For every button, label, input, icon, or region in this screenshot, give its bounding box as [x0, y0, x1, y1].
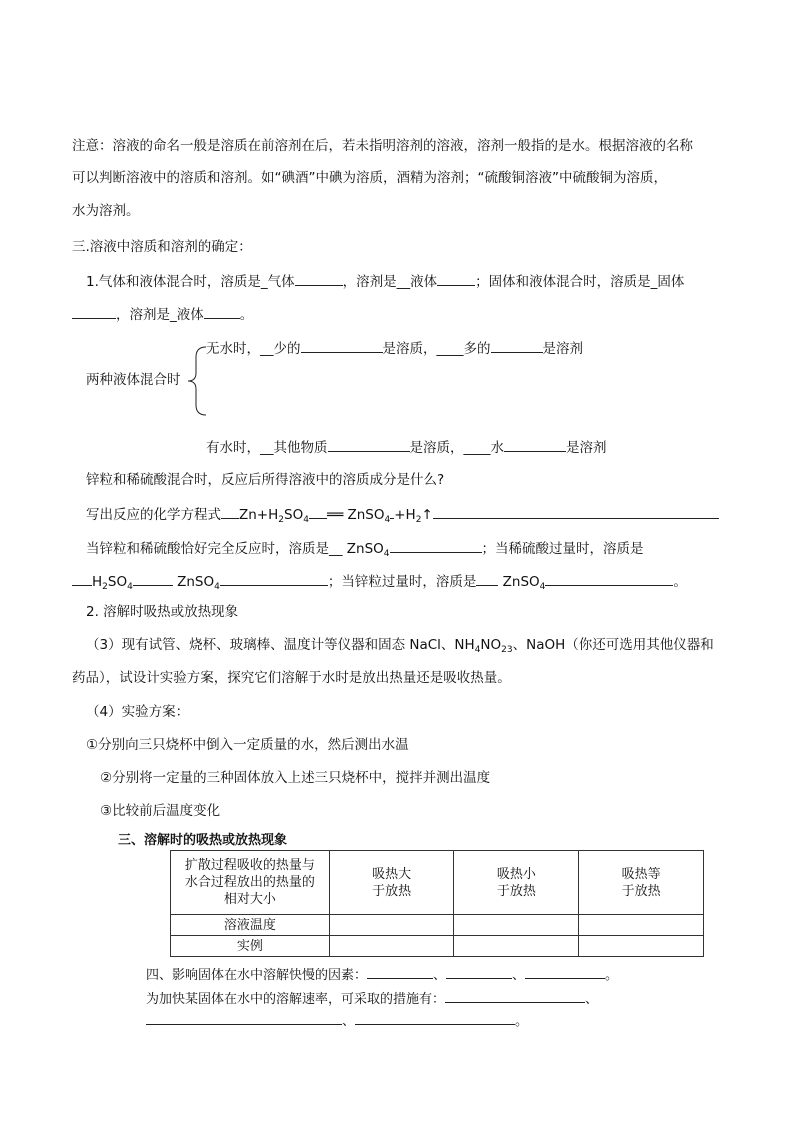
- para-3-text-c: 、NaOH（你还可选用其他仪器和: [512, 637, 714, 653]
- para-3-line-1: [86, 636, 714, 659]
- case-b-line: [72, 571, 687, 596]
- subscript-3: 3: [506, 645, 513, 655]
- blank: [504, 437, 566, 452]
- item-1-line-1: [86, 271, 684, 291]
- period: 。: [515, 1014, 529, 1029]
- header-line: 于放热: [621, 883, 661, 899]
- table-row-label: 溶液温度: [171, 915, 330, 936]
- case-a-answer: ZnSO: [346, 541, 384, 557]
- blank: [328, 437, 410, 452]
- subscript: 2: [278, 515, 285, 525]
- blank: [525, 964, 605, 979]
- header-line: 于放热: [372, 883, 412, 899]
- para-3-text-a: （3）现有试管、烧杯、玻璃棒、温度计等仪器和固态 NaCl、NH: [86, 637, 475, 653]
- table-cell[interactable]: [329, 936, 454, 957]
- section-4-text: 四、影响固体在水中溶解快慢的因素：: [146, 968, 368, 983]
- blank: [355, 1010, 515, 1025]
- no-water-text-c: 是溶质，____: [382, 341, 464, 357]
- answer-less: 少的: [273, 341, 301, 357]
- blank: [446, 964, 512, 979]
- separator: 、: [585, 992, 599, 1007]
- table-row: [171, 915, 704, 936]
- item-1-text-g: ，溶剂是_: [116, 307, 177, 323]
- blank: [220, 571, 328, 586]
- answer-more: 多的: [463, 341, 491, 357]
- table-cell[interactable]: [454, 936, 579, 957]
- case-a-line: [86, 538, 644, 563]
- with-water-text-a: 有水时，__: [206, 440, 274, 456]
- item-1-text-e: ；固体和液体混合时，溶质是_: [475, 274, 658, 290]
- heat-table: [170, 850, 704, 957]
- eq-products: ══ ZnSO: [326, 507, 385, 523]
- case-c-text: ；当锌粒过量时，溶质是: [327, 574, 477, 590]
- blank: [445, 988, 585, 1003]
- case-b-answer-so: SO: [107, 574, 128, 590]
- blank: [437, 271, 475, 286]
- para-3-text-b: NO: [480, 637, 502, 653]
- header-line: 吸热等: [621, 866, 661, 882]
- separator: 、: [512, 968, 526, 983]
- table-header-cell: [454, 851, 579, 915]
- equation-line: [86, 504, 719, 529]
- answer-liquid: 液体: [410, 274, 438, 290]
- no-water-text-a: 无水时，__: [206, 341, 274, 357]
- para-4: （4）实验方案：: [86, 704, 190, 720]
- blank: [221, 504, 239, 519]
- with-water-text-e: 是溶剂: [566, 440, 607, 456]
- eq-so: SO: [284, 507, 304, 523]
- no-water-text-e: 是溶剂: [542, 341, 583, 357]
- with-water-text-c: 是溶质，____: [409, 440, 491, 456]
- no-water-line: [206, 338, 583, 358]
- note-line-3: 水为溶剂。: [72, 203, 140, 219]
- table-row-label: 实例: [171, 936, 330, 957]
- case-a-text: 当锌粒和稀硫酸恰好完全反应时，溶质是__: [86, 541, 343, 557]
- eq-h: +H: [394, 507, 416, 523]
- two-liquids-label: 两种液体混合时: [86, 372, 181, 388]
- subscript: 4: [214, 582, 220, 592]
- blank: [72, 304, 116, 319]
- answer-water: 水: [490, 440, 504, 456]
- up-arrow: ↑: [421, 507, 433, 523]
- item-1-text-i: 。: [239, 307, 254, 323]
- blank: [72, 571, 92, 586]
- header-line: 于放热: [496, 883, 536, 899]
- blank: [476, 571, 498, 586]
- curly-brace: [186, 345, 208, 417]
- case-b-answer-h: H: [92, 574, 103, 590]
- answer-liquid-2: 液体: [176, 307, 204, 323]
- blank: [204, 304, 240, 319]
- section-4-line-2: [146, 988, 598, 1009]
- blank: [309, 504, 327, 519]
- table-cell[interactable]: [579, 936, 704, 957]
- item-1-text-a: 1.气体和液体混合时，溶质是_: [86, 274, 268, 290]
- step-1: ①分别向三只烧杯中倒入一定质量的水，然后测出水温: [86, 737, 409, 753]
- answer-solid: 固体: [657, 274, 685, 290]
- note-line-1: 注意：溶液的命名一般是溶质在前溶剂在后，若未指明溶剂的溶液，溶剂一般指的是水。根据溶液的名称: [72, 138, 693, 154]
- section-2-title: 2. 溶解时吸热或放热现象: [86, 604, 239, 620]
- item-1-text-c: ，溶剂是__: [342, 274, 411, 290]
- item-1-line-2: [72, 304, 253, 324]
- answer-gas: 气体: [267, 274, 295, 290]
- subscript: 4: [474, 645, 481, 655]
- table-cell[interactable]: [454, 915, 579, 936]
- separator: 、: [433, 968, 447, 983]
- section-4-line-1: [146, 964, 618, 985]
- table-header-cell: [329, 851, 454, 915]
- subscript: 2: [415, 515, 422, 525]
- case-b-text: ；当稀硫酸过量时，溶质是: [481, 541, 644, 557]
- case-b-answer-znso: ZnSO: [177, 574, 215, 590]
- section-4-text-2: 为加快某固体在水中的溶解速率，可采取的措施有：: [146, 992, 446, 1007]
- section-4-line-3: [146, 1010, 528, 1031]
- period: 。: [673, 574, 687, 590]
- table-cell[interactable]: [579, 915, 704, 936]
- blank: [367, 964, 433, 979]
- header-line: 吸热大: [372, 866, 412, 882]
- table-title: 三、溶解时的吸热或放热现象: [118, 833, 288, 848]
- blank: [146, 1010, 342, 1025]
- blank: [390, 538, 482, 553]
- blank: [295, 271, 343, 286]
- subscript: 4: [539, 582, 546, 592]
- table-row: [171, 936, 704, 957]
- step-3: ③比较前后温度变化: [100, 803, 221, 819]
- table-header-cell: [171, 851, 330, 915]
- section-3-title: 三.溶液中溶质和溶剂的确定：: [72, 239, 252, 255]
- equation-prefix: 写出反应的化学方程式: [86, 507, 221, 523]
- zinc-question: 锌粒和稀硫酸混合时，反应后所得溶液中的溶质成分是什么?: [86, 472, 445, 488]
- note-line-2: 可以判断溶液中的溶质和溶剂。如“碘酒”中碘为溶质，酒精为溶剂；“硫酸铜溶液”中硫酸铜为溶质，: [72, 170, 667, 186]
- blank: [491, 338, 543, 353]
- eq-reactants: Zn+H: [239, 507, 279, 523]
- para-3-line-2: 药品），试设计实验方案，探究它们溶解于水时是放出热量还是吸收热量。: [72, 670, 511, 686]
- subscript: 4: [127, 582, 133, 592]
- subscript: 2: [501, 645, 507, 655]
- subscript: 4: [303, 515, 309, 525]
- table-cell[interactable]: [329, 915, 454, 936]
- header-line: 相对大小: [223, 892, 276, 907]
- blank: [545, 571, 673, 586]
- header-line: 吸热小: [496, 866, 536, 882]
- subscript: 4: [383, 549, 390, 559]
- blank: [433, 504, 719, 519]
- period: 。: [605, 968, 619, 983]
- subscript: 2: [102, 582, 108, 592]
- answer-other: 其他物质: [273, 440, 328, 456]
- with-water-line: [206, 437, 607, 457]
- header-line: 水合过程放出的热量的: [184, 875, 315, 890]
- case-c-answer: ZnSO: [502, 574, 540, 590]
- separator: 、: [342, 1014, 356, 1029]
- blank: [301, 338, 383, 353]
- table-row: [171, 851, 704, 915]
- step-2: ②分别将一定量的三种固体放入上述三只烧杯中，搅拌并测出温度: [100, 770, 491, 786]
- blank: [133, 571, 173, 586]
- table-header-cell: [579, 851, 704, 915]
- subscript: 4: [384, 515, 391, 525]
- header-line: 扩散过程吸收的热量与: [184, 858, 315, 873]
